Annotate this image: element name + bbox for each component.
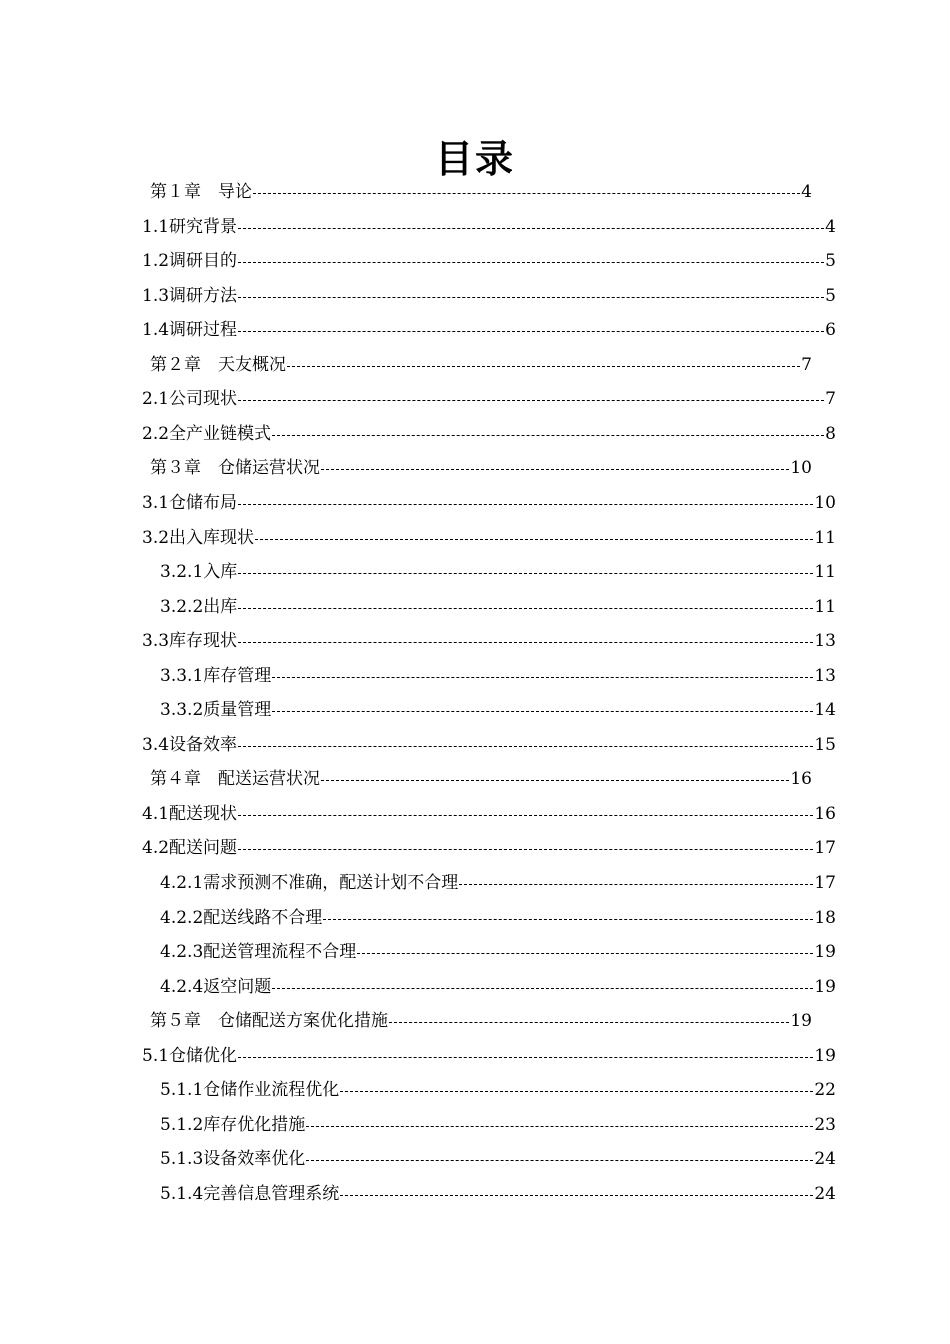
toc-entry-label: 2.1公司现状: [142, 389, 238, 410]
toc-entry[interactable]: [142, 831, 836, 865]
toc-entry-label: 第３章 仓储运营状况: [150, 458, 320, 479]
toc-entry-page-number: 19: [790, 1011, 812, 1032]
toc-entry[interactable]: [160, 659, 836, 693]
toc-entry-page-number: 5: [825, 251, 836, 272]
toc-entry[interactable]: [142, 521, 836, 555]
dotted-leader: [238, 261, 824, 263]
dotted-leader: [287, 365, 800, 367]
toc-entry[interactable]: [160, 555, 836, 589]
toc-entry-label: 第４章 配送运营状况: [150, 769, 320, 790]
dotted-leader: [238, 641, 813, 643]
toc-entry[interactable]: [142, 244, 836, 278]
toc-entry-label: 3.3.1库存管理: [160, 665, 272, 686]
toc-entry[interactable]: [142, 210, 836, 244]
toc-entry[interactable]: [142, 382, 836, 416]
toc-entry-label: 1.2调研目的: [142, 251, 238, 272]
toc-entry-page-number: 10: [814, 492, 836, 513]
toc-entry[interactable]: [142, 1039, 836, 1073]
toc-entry[interactable]: [142, 279, 836, 313]
toc-entry-label: 5.1.2库存优化措施: [160, 1114, 306, 1135]
toc-entry-page-number: 13: [814, 665, 836, 686]
dotted-leader: [272, 710, 813, 712]
toc-entry-label: 3.2出入库现状: [142, 527, 255, 548]
dotted-leader: [238, 848, 813, 850]
toc-entry-label: 1.3调研方法: [142, 285, 238, 306]
dotted-leader: [323, 918, 813, 920]
toc-entry-label: 3.2.2出库: [160, 596, 238, 617]
toc-entry[interactable]: [160, 935, 836, 969]
dotted-leader: [340, 1194, 813, 1196]
toc-entry-label: 3.3库存现状: [142, 631, 238, 652]
toc-entry-page-number: 22: [814, 1080, 836, 1101]
toc-entry[interactable]: [150, 762, 812, 796]
toc-entry[interactable]: [160, 866, 836, 900]
toc-entry-page-number: 18: [814, 907, 836, 928]
toc-entry-page-number: 4: [825, 216, 836, 237]
toc-entry-label: 4.2配送问题: [142, 838, 238, 859]
toc-entry-page-number: 14: [814, 700, 836, 721]
dotted-leader: [321, 779, 789, 781]
dotted-leader: [238, 572, 813, 574]
toc-entry[interactable]: [142, 417, 836, 451]
toc-entry-page-number: 15: [814, 734, 836, 755]
toc-entry[interactable]: [160, 590, 836, 624]
toc-entry-label: 4.2.4返空问题: [160, 976, 272, 997]
toc-entry-label: 5.1仓储优化: [142, 1045, 238, 1066]
toc-entry-label: 第２章 天友概况: [150, 354, 286, 375]
dotted-leader: [238, 296, 824, 298]
dotted-leader: [238, 227, 824, 229]
toc-entry[interactable]: [160, 970, 836, 1004]
toc-entry[interactable]: [142, 797, 836, 831]
dotted-leader: [459, 883, 813, 885]
toc-entry-page-number: 17: [814, 838, 836, 859]
toc-entry[interactable]: [160, 693, 836, 727]
toc-entry-page-number: 11: [814, 562, 836, 583]
toc-entry-page-number: 19: [814, 1045, 836, 1066]
toc-entry-label: 2.2全产业链模式: [142, 423, 272, 444]
toc-entry-label: 4.2.3配送管理流程不合理: [160, 942, 357, 963]
toc-entry-label: 3.1仓储布局: [142, 492, 238, 513]
toc-entry-page-number: 7: [825, 389, 836, 410]
dotted-leader: [321, 468, 789, 470]
dotted-leader: [272, 434, 824, 436]
dotted-leader: [272, 987, 813, 989]
dotted-leader: [238, 1056, 813, 1058]
toc-entry-label: 5.1.1仓储作业流程优化: [160, 1080, 340, 1101]
toc-entry-label: 3.4设备效率: [142, 734, 238, 755]
toc-entry-page-number: 13: [814, 631, 836, 652]
toc-entry-label: 5.1.3设备效率优化: [160, 1149, 306, 1170]
toc-entry-page-number: 6: [825, 320, 836, 341]
toc-entry-label: 5.1.4完善信息管理系统: [160, 1183, 340, 1204]
toc-entry[interactable]: [142, 624, 836, 658]
dotted-leader: [238, 399, 824, 401]
toc-entry[interactable]: [142, 313, 836, 347]
dotted-leader: [306, 1125, 813, 1127]
toc-entry-label: 4.2.2配送线路不合理: [160, 907, 323, 928]
toc-entry-page-number: 19: [814, 976, 836, 997]
toc-entry-label: 第１章 导论: [150, 182, 252, 202]
toc-entry[interactable]: [160, 901, 836, 935]
dotted-leader: [340, 1090, 813, 1092]
toc-entry-label: 第５章 仓储配送方案优化措施: [150, 1011, 388, 1032]
toc-entry[interactable]: [160, 1073, 836, 1107]
dotted-leader: [238, 330, 824, 332]
toc-entry-label: 1.1研究背景: [142, 216, 238, 237]
dotted-leader: [238, 745, 813, 747]
toc-entry-page-number: 10: [790, 458, 812, 479]
dotted-leader: [238, 503, 813, 505]
toc-entry-page-number: 16: [790, 769, 812, 790]
toc-entry[interactable]: [160, 1142, 836, 1176]
toc-entry-label: 3.3.2质量管理: [160, 700, 272, 721]
toc-entry[interactable]: [160, 1177, 836, 1211]
toc-entry-label: 4.1配送现状: [142, 803, 238, 824]
toc-entry[interactable]: [150, 451, 812, 485]
toc-entry-page-number: 11: [814, 527, 836, 548]
toc-entry-page-number: 8: [825, 423, 836, 444]
dotted-leader: [238, 814, 813, 816]
toc-entry-page-number: 11: [814, 596, 836, 617]
toc-entry-page-number: 7: [801, 354, 812, 375]
toc-entry-page-number: 24: [814, 1149, 836, 1170]
toc-entry[interactable]: [160, 1108, 836, 1142]
dotted-leader: [357, 952, 813, 954]
toc-entry[interactable]: [150, 1004, 812, 1038]
toc-entry-label: 3.2.1入库: [160, 562, 238, 583]
toc-entry-page-number: 17: [814, 873, 836, 893]
toc-entry-label: 4.2.1需求预测不准确，配送计划不合理: [160, 873, 459, 893]
dotted-leader: [389, 1021, 789, 1023]
dotted-leader: [255, 538, 813, 540]
dotted-leader: [238, 607, 813, 609]
toc-entry[interactable]: [142, 486, 836, 520]
toc-entry-page-number: 24: [814, 1183, 836, 1204]
toc-entry-page-number: 19: [814, 942, 836, 963]
dotted-leader: [306, 1159, 813, 1161]
toc-entry-page-number: 5: [825, 285, 836, 306]
toc-entry-page-number: 23: [814, 1114, 836, 1135]
dotted-leader: [272, 676, 813, 678]
toc-entry[interactable]: [150, 348, 812, 382]
toc-entry[interactable]: [142, 728, 836, 762]
toc-entry[interactable]: [150, 175, 812, 209]
toc-entry-page-number: 4: [801, 182, 812, 202]
toc-title: 目录: [434, 137, 515, 181]
toc-entry-page-number: 16: [814, 803, 836, 824]
dotted-leader: [253, 192, 800, 194]
toc-entry-label: 1.4调研过程: [142, 320, 238, 341]
